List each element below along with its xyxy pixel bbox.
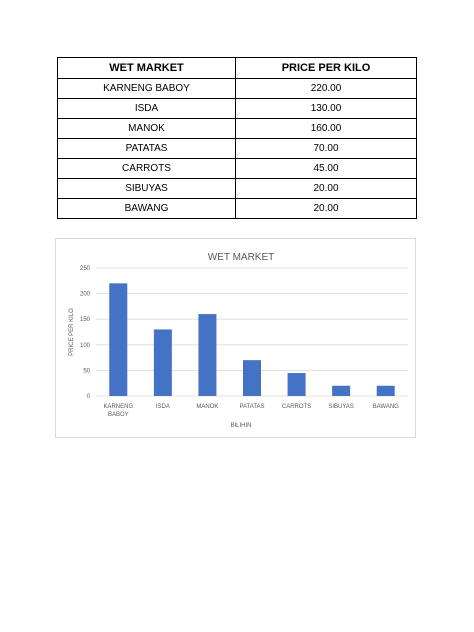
table-row xyxy=(58,199,417,219)
bar-sibuyas xyxy=(332,386,350,396)
chart-title: WET MARKET xyxy=(207,252,275,263)
header-wet-market: WET MARKET xyxy=(58,58,236,79)
table-row xyxy=(58,139,417,159)
price-cell: 220.00 xyxy=(236,79,417,99)
bars xyxy=(109,283,394,396)
table-row xyxy=(58,159,417,179)
y-tick-label: 0 xyxy=(86,394,90,400)
x-axis-title: BILIHIN xyxy=(230,423,252,429)
bar-chart xyxy=(56,239,417,439)
y-tick-label: 200 xyxy=(79,291,90,298)
table-row xyxy=(58,79,417,99)
x-tick-label: SIBUYAS xyxy=(328,404,354,410)
chart-container xyxy=(55,238,416,438)
item-cell: CARROTS xyxy=(58,159,236,179)
price-table xyxy=(57,57,417,219)
price-cell: 45.00 xyxy=(236,159,417,179)
x-tick-label: BAWANG xyxy=(372,404,399,410)
bar-bawang xyxy=(377,386,395,396)
price-cell: 160.00 xyxy=(236,119,417,139)
bar-karneng-baboy xyxy=(109,283,127,396)
x-tick-label: CARROTS xyxy=(281,404,312,410)
item-cell: SIBUYAS xyxy=(58,179,236,199)
table-header-row xyxy=(58,58,417,79)
price-cell: 20.00 xyxy=(236,179,417,199)
item-cell: ISDA xyxy=(58,99,236,119)
x-tick-label: MANOK xyxy=(196,404,219,410)
price-cell: 130.00 xyxy=(236,99,417,119)
price-cell: 20.00 xyxy=(236,199,417,219)
item-cell: MANOK xyxy=(58,119,236,139)
table-row xyxy=(58,179,417,199)
header-price-per-kilo: PRICE PER KILO xyxy=(236,58,417,79)
x-tick-label: KARNENG BABOY xyxy=(103,404,134,418)
bar-carrots xyxy=(288,373,306,396)
y-axis-ticks xyxy=(80,266,91,400)
item-cell: KARNENG BABOY xyxy=(58,79,236,99)
y-tick-label: 50 xyxy=(83,368,90,375)
x-tick-label: ISDA xyxy=(155,404,170,410)
item-cell: BAWANG xyxy=(58,199,236,219)
y-tick-label: 150 xyxy=(79,317,90,324)
table-row xyxy=(58,119,417,139)
table-row xyxy=(58,99,417,119)
y-tick-label: 250 xyxy=(79,266,90,272)
item-cell: PATATAS xyxy=(58,139,236,159)
y-tick-label: 100 xyxy=(79,342,90,349)
y-axis-title: PRICE PER KILO xyxy=(69,308,75,356)
x-axis-ticks xyxy=(103,404,399,418)
x-tick-label: PATATAS xyxy=(239,404,265,410)
bar-patatas xyxy=(243,360,261,396)
price-cell: 70.00 xyxy=(236,139,417,159)
bar-isda xyxy=(154,329,172,396)
bar-manok xyxy=(198,314,216,396)
